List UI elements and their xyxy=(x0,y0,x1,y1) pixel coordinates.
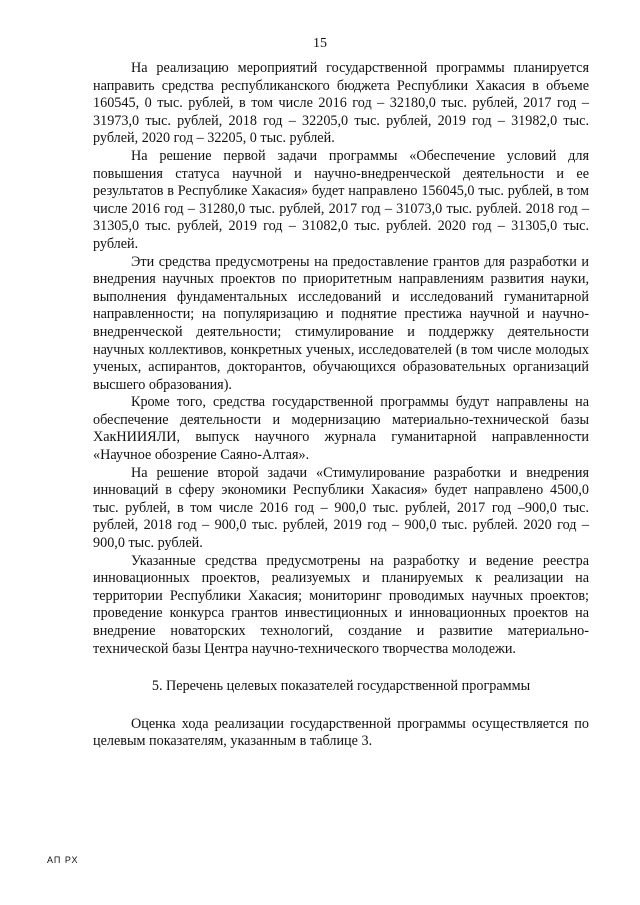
paragraph-closing: Оценка хода реализации государственной программы осуществляется по целевым показателям, указанным в таблице 3. xyxy=(93,715,589,750)
paragraph-first-task: На решение первой задачи программы «Обеспечение условий для повышения статуса научной и научно-внедренческой деятельности и ее результатов в Республике Хакасия» будет направлено 156045,0 тыс. рублей, в том числе 2016 год – 31280,0 тыс. рублей, 2017 год – 31073,0 тыс. рублей. 2018 год – 31305,0 тыс. рублей, 2019 год – 31082,0 тыс. рублей. 2020 год – 31305,0 тыс. рублей. xyxy=(93,147,589,252)
footer-mark: АП РХ xyxy=(47,855,79,865)
page-number: 15 xyxy=(313,36,327,51)
paragraph-institute: Кроме того, средства государственной программы будут направлены на обеспечение деятельности и модернизацию материально-технической базы ХакНИИЯЛИ, выпуск научного журнала гуманитарной направленности «Научное обозрение Саяно-Алтая». xyxy=(93,394,589,464)
paragraph-second-task: На решение второй задачи «Стимулирование разработки и внедрения инноваций в сферу экономики Республики Хакасия» будет направлено 4500,0 тыс. рублей, в том числе 2016 год – 900,0 тыс. рублей, 2017 год –900,0 тыс. рублей, 2018 год – 900,0 тыс. рублей, 2019 год – 900,0 тыс. рублей. 2020 год – 900,0 тыс. рублей. xyxy=(93,464,589,552)
document-body xyxy=(93,60,589,751)
paragraph-grants: Эти средства предусмотрены на предоставление грантов для разработки и внедрения научных проектов по приоритетным направлениям развития науки, выполнения фундаментальных исследований и исследований гуманитарной направленности; на популяризацию и поднятие престижа научной и научно-внедренческой деятельности; стимулирование и поддержку деятельности научных коллективов, конкретных ученых, исследователей (в том числе молодых ученых, аспирантов, докторантов, обучающихся образовательных организаций высшего образования). xyxy=(93,253,589,393)
paragraph-innovation-funds: Указанные средства предусмотрены на разработку и ведение реестра инновационных проектов, реализуемых и планируемых к реализации на территории Республики Хакасия; мониторинг проводимых научных проектов; проведение конкурса грантов инвестиционных и инновационных проектов на внедрение новаторских технологий, создание и развитие материально-технической базы Центра научно-технического творчества молодежи. xyxy=(93,552,589,657)
paragraph-budget-total: На реализацию мероприятий государственной программы планируется направить средства республиканского бюджета Республики Хакасия в объеме 160545, 0 тыс. рублей, в том числе 2016 год – 32180,0 тыс. рублей, 2017 год – 31973,0 тыс. рублей, 2018 год – 32205,0 тыс. рублей, 2019 год – 31982,0 тыс. рублей, 2020 год – 32205, 0 тыс. рублей. xyxy=(93,60,589,147)
section-heading: 5. Перечень целевых показателей государственной программы xyxy=(151,678,531,695)
